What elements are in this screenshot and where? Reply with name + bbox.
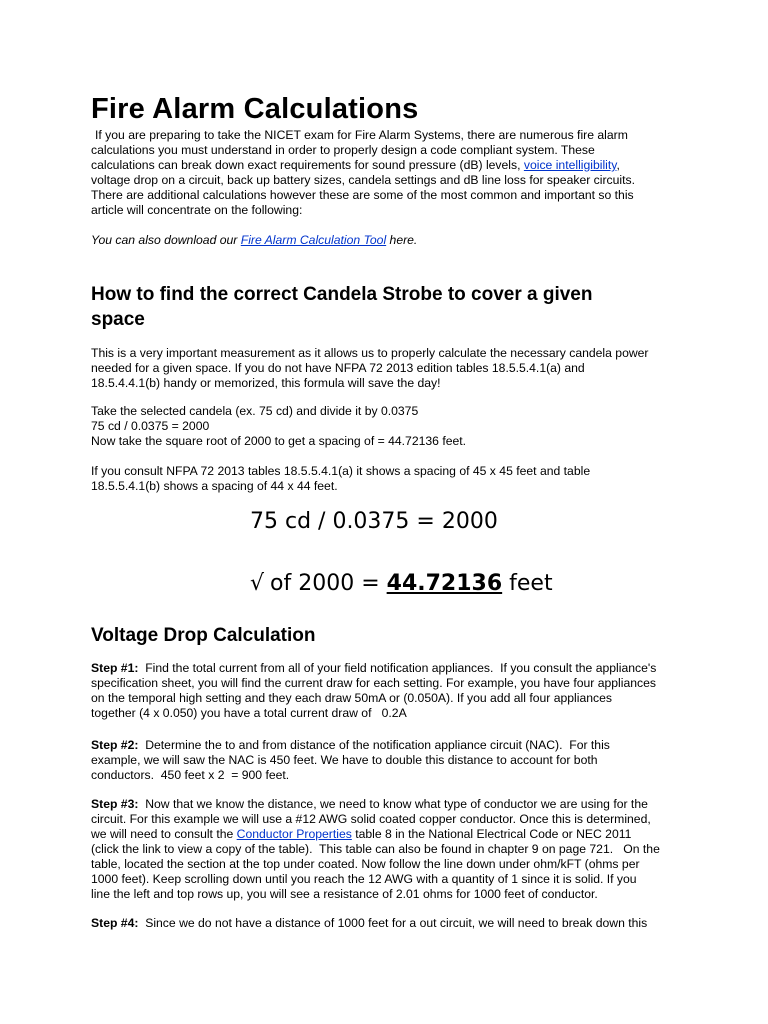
download-line bbox=[91, 233, 691, 248]
candela-section-heading bbox=[91, 282, 651, 332]
step-2-paragraph bbox=[91, 738, 691, 783]
text-line bbox=[91, 797, 691, 812]
candela-paragraph-2 bbox=[91, 404, 691, 449]
step-text: Find the total current from all of your field notification appliances. If you consult the appliance's bbox=[138, 661, 657, 675]
voice-intelligibility-link[interactable]: voice intelligibility bbox=[523, 158, 617, 172]
text-line: line the left and top rows up, you will see a resistance of 2.01 ohms for 1000 feet of conductor. bbox=[91, 887, 598, 901]
text-line: Now take the square root of 2000 to get a spacing of = 44.72136 feet. bbox=[91, 434, 467, 448]
intro-line: If you are preparing to take the NICET exam for Fire Alarm Systems, there are numerous fire alarm bbox=[95, 128, 628, 142]
step-label: Step #1: bbox=[91, 661, 139, 675]
text-line: table, located the section at the top under coated. Now follow the line down under ohm/kFT (ohms per bbox=[91, 857, 640, 871]
heading-line: space bbox=[91, 309, 145, 330]
step-1-paragraph bbox=[91, 661, 691, 721]
square-root-icon: √ bbox=[250, 571, 265, 596]
step-label: Step #3: bbox=[91, 797, 139, 811]
text-line: 1000 feet). Keep scrolling down until you reach the 12 AWG with a quantity of 1 since it is solid. If you bbox=[91, 872, 637, 886]
heading-line: How to find the correct Candela Strobe to cover a given bbox=[91, 284, 593, 305]
intro-line: article will concentrate on the following: bbox=[91, 203, 303, 217]
candela-paragraph-3 bbox=[91, 464, 691, 494]
text-line bbox=[91, 661, 691, 676]
text-line: together (4 x 0.050) you have a total current draw of 0.2A bbox=[91, 706, 407, 720]
step-4-paragraph bbox=[91, 916, 691, 931]
intro-paragraph bbox=[91, 128, 691, 218]
intro-line: voltage drop on a circuit, back up battery sizes, candela settings and dB line loss for speaker circuits. bbox=[91, 173, 635, 187]
download-pre: You can also download our bbox=[91, 233, 241, 247]
step-label: Step #2: bbox=[91, 738, 139, 752]
text-line: This is a very important measurement as it allows us to properly calculate the necessary candela power bbox=[91, 346, 649, 360]
page-title: Fire Alarm Calculations bbox=[91, 93, 419, 125]
download-post: here. bbox=[386, 233, 418, 247]
calculation-tool-link[interactable]: Fire Alarm Calculation Tool bbox=[240, 233, 387, 247]
text-line: If you consult NFPA 72 2013 tables 18.5.5.4.1(a) it shows a spacing of 45 x 45 feet and table bbox=[91, 464, 591, 478]
conductor-properties-link[interactable]: Conductor Properties bbox=[236, 827, 352, 841]
text-line: Take the selected candela (ex. 75 cd) and divide it by 0.0375 bbox=[91, 404, 419, 418]
formula-unit: feet bbox=[502, 571, 553, 596]
text-line: specification sheet, you will find the current draw for each setting. For example, you have four appliances bbox=[91, 676, 656, 690]
text-line bbox=[91, 738, 691, 753]
step-text: Now that we know the distance, we need to know what type of conductor we are using for the bbox=[138, 797, 648, 811]
step-text: Since we do not have a distance of 1000 feet for a out circuit, we will need to break down this bbox=[138, 916, 648, 930]
text-line: (click the link to view a copy of the table). This table can also be found in chapter 9 on page 721. On the bbox=[91, 842, 660, 856]
intro-line bbox=[91, 158, 691, 173]
intro-line-text: calculations can break down exact requirements for sound pressure (dB) levels, bbox=[91, 158, 524, 172]
text-line bbox=[91, 916, 691, 931]
intro-line: There are additional calculations however these are some of the most common and important so this bbox=[91, 188, 634, 202]
text-line: 75 cd / 0.0375 = 2000 bbox=[91, 419, 210, 433]
formula-division: 75 cd / 0.0375 = 2000 bbox=[250, 509, 498, 534]
step-text: Determine the to and from distance of the notification appliance circuit (NAC). For this bbox=[138, 738, 610, 752]
text-line: conductors. 450 feet x 2 = 900 feet. bbox=[91, 768, 290, 782]
formula-square-root bbox=[250, 570, 553, 598]
text-line bbox=[91, 827, 691, 842]
text-line: 18.5.5.4.1(b) shows a spacing of 44 x 44 feet. bbox=[91, 479, 338, 493]
step-text: we will need to consult the bbox=[91, 827, 237, 841]
intro-line: calculations you must understand in order to properly design a code compliant system. These bbox=[91, 143, 595, 157]
intro-line-tail: , bbox=[616, 158, 620, 172]
voltage-drop-heading: Voltage Drop Calculation bbox=[91, 625, 316, 646]
formula-pre: of 2000 = bbox=[270, 571, 387, 596]
formula-result: 44.72136 bbox=[386, 571, 503, 596]
step-text: table 8 in the National Electrical Code or NEC 2011 bbox=[351, 827, 632, 841]
candela-paragraph-1 bbox=[91, 346, 691, 391]
text-line: 18.5.4.4.1(b) handy or memorized, this formula will save the day! bbox=[91, 376, 441, 390]
step-3-paragraph bbox=[91, 797, 691, 902]
text-line: circuit. For this example we will use a #12 AWG solid coated copper conductor. Once this is determined, bbox=[91, 812, 651, 826]
text-line: example, we will saw the NAC is 450 feet. We have to double this distance to account for both bbox=[91, 753, 598, 767]
text-line: needed for a given space. If you do not have NFPA 72 2013 edition tables 18.5.5.4.1(a) and bbox=[91, 361, 585, 375]
text-line: on the temporal high setting and they each draw 50mA or (0.050A). If you add all four appliances bbox=[91, 691, 612, 705]
step-label: Step #4: bbox=[91, 916, 139, 930]
